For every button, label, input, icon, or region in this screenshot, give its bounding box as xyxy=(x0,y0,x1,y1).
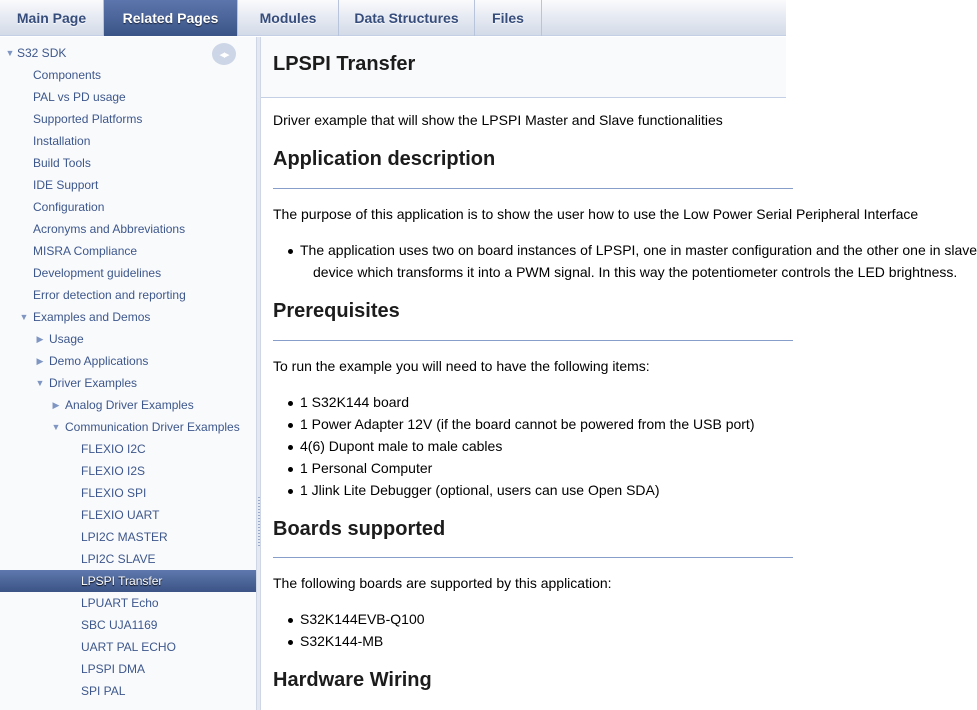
sidebar-item-configuration[interactable] xyxy=(0,196,256,218)
sidebar-item-components[interactable] xyxy=(0,64,256,86)
sidebar-item-label: Development guidelines xyxy=(33,266,162,280)
sidebar-item-misra-compliance[interactable] xyxy=(0,240,256,262)
sidebar-item-label: Installation xyxy=(33,134,91,148)
sidebar-item-label: FLEXIO I2C xyxy=(81,442,146,456)
expanded-arrow-icon[interactable]: ▼ xyxy=(5,48,15,58)
heading-divider xyxy=(273,557,793,558)
sidebar-item-development-guidelines[interactable] xyxy=(0,262,256,284)
sidebar-item-label: Demo Applications xyxy=(49,354,149,368)
list-item: 4(6) Dupont male to male cables xyxy=(300,438,503,454)
tab-related-pages[interactable]: Related Pages xyxy=(104,0,238,36)
sidebar-item-flexio-uart[interactable] xyxy=(0,504,256,526)
sidebar-item-label: Driver Examples xyxy=(49,376,138,390)
heading-divider xyxy=(273,188,793,189)
sidebar-item-communication-driver-examples[interactable] xyxy=(0,416,256,438)
list-item: 1 Jlink Lite Debugger (optional, users can use Open SDA) xyxy=(300,482,660,498)
sidebar-item-label: SBC UJA1169 xyxy=(81,618,158,632)
sidebar-item-uart-pal-echo[interactable] xyxy=(0,636,256,658)
app-description-bullet-continued: device which transforms it into a PWM signal. In this way the potentiometer controls the LED brightness. xyxy=(313,264,958,280)
sidebar-item-label: UART PAL ECHO xyxy=(81,640,176,654)
collapsed-arrow-icon[interactable]: ▶ xyxy=(36,334,44,344)
sidebar-item-label: LPSPI DMA xyxy=(81,662,146,676)
sidebar-item-label: Supported Platforms xyxy=(33,112,143,126)
sidebar-item-label: LPI2C MASTER xyxy=(81,530,168,544)
sidebar-item-lpuart-echo[interactable] xyxy=(0,592,256,614)
sidebar-item-usage[interactable] xyxy=(0,328,256,350)
sidebar-item-label: Analog Driver Examples xyxy=(65,398,194,412)
heading-prerequisites: Prerequisites xyxy=(273,300,400,322)
sync-arrows-icon[interactable]: ◂▸ xyxy=(212,43,236,65)
sidebar-item-label: LPUART Echo xyxy=(81,596,159,610)
sidebar-item-acronyms-and-abbreviations[interactable] xyxy=(0,218,256,240)
collapsed-arrow-icon[interactable]: ▶ xyxy=(52,400,60,410)
sidebar-item-examples-and-demos[interactable] xyxy=(0,306,256,328)
list-item: 1 S32K144 board xyxy=(300,394,409,410)
sidebar-item-label: FLEXIO SPI xyxy=(81,486,147,500)
sidebar-item-pal-vs-pd-usage[interactable] xyxy=(0,86,256,108)
app-description-text: The purpose of this application is to show the user how to use the Low Power Serial Peripheral Interface xyxy=(273,206,919,222)
heading-hardware-wiring: Hardware Wiring xyxy=(273,669,432,691)
sidebar-item-s32-sdk[interactable] xyxy=(0,42,256,64)
heading-divider xyxy=(273,340,793,341)
sidebar-item-build-tools[interactable] xyxy=(0,152,256,174)
expanded-arrow-icon[interactable]: ▼ xyxy=(19,312,29,322)
tab-files[interactable]: Files xyxy=(475,0,542,36)
sidebar-item-lpspi-transfer[interactable] xyxy=(0,570,256,592)
sidebar-item-demo-applications[interactable] xyxy=(0,350,256,372)
app-description-bullet: The application uses two on board instances of LPSPI, one in master configuration and the other one in slave xyxy=(300,242,977,258)
list-item: 1 Personal Computer xyxy=(300,460,433,476)
intro-text: Driver example that will show the LPSPI Master and Slave functionalities xyxy=(273,112,723,128)
list-item: S32K144EVB-Q100 xyxy=(300,611,425,627)
tab-modules[interactable]: Modules xyxy=(238,0,339,36)
sidebar-item-driver-examples[interactable] xyxy=(0,372,256,394)
sidebar-item-label: Communication Driver Examples xyxy=(65,420,240,434)
sidebar-item-flexio-spi[interactable] xyxy=(0,482,256,504)
tab-main-page[interactable]: Main Page xyxy=(0,0,104,36)
sidebar-item-label: Acronyms and Abbreviations xyxy=(33,222,186,236)
sidebar-item-label: S32 SDK xyxy=(17,46,67,60)
expanded-arrow-icon[interactable]: ▼ xyxy=(35,378,45,388)
sidebar-item-label: FLEXIO I2S xyxy=(81,464,146,478)
sidebar-item-label: PAL vs PD usage xyxy=(33,90,126,104)
sidebar-item-label: Usage xyxy=(49,332,84,346)
tab-data-structures[interactable]: Data Structures xyxy=(339,0,475,36)
sidebar-item-ide-support[interactable] xyxy=(0,174,256,196)
list-item: 1 Power Adapter 12V (if the board cannot be powered from the USB port) xyxy=(300,416,755,432)
top-tab-bar xyxy=(0,0,786,36)
sidebar-item-label: FLEXIO UART xyxy=(81,508,160,522)
sidebar-item-label: Build Tools xyxy=(33,156,91,170)
main-content xyxy=(261,37,977,710)
sidebar-item-label: LPI2C SLAVE xyxy=(81,552,156,566)
sidebar-item-sbc-uja1169[interactable] xyxy=(0,614,256,636)
expanded-arrow-icon[interactable]: ▼ xyxy=(51,422,61,432)
sidebar-item-label: MISRA Compliance xyxy=(33,244,138,258)
sidebar-item-label: SPI PAL xyxy=(81,684,126,698)
sidebar-item-flexio-i2c[interactable] xyxy=(0,438,256,460)
sidebar-item-lpspi-dma[interactable] xyxy=(0,658,256,680)
sidebar-item-spi-pal[interactable] xyxy=(0,680,256,702)
page-header xyxy=(261,37,786,98)
sidebar-item-label: Configuration xyxy=(33,200,105,214)
sidebar-item-analog-driver-examples[interactable] xyxy=(0,394,256,416)
heading-boards-supported: Boards supported xyxy=(273,518,446,540)
sidebar-item-supported-platforms[interactable] xyxy=(0,108,256,130)
heading-application-description: Application description xyxy=(273,148,496,170)
sidebar-item-label: Examples and Demos xyxy=(33,310,151,324)
sidebar-item-label: IDE Support xyxy=(33,178,99,192)
prerequisites-text: To run the example you will need to have the following items: xyxy=(273,358,650,374)
page-title: LPSPI Transfer xyxy=(273,53,416,75)
sidebar-item-flexio-i2s[interactable] xyxy=(0,460,256,482)
splitter-grip-icon[interactable] xyxy=(258,497,260,547)
list-item: S32K144-MB xyxy=(300,633,384,649)
navigation-tree xyxy=(0,37,256,710)
sidebar-item-lpi2c-slave[interactable] xyxy=(0,548,256,570)
collapsed-arrow-icon[interactable]: ▶ xyxy=(36,356,44,366)
sidebar-item-installation[interactable] xyxy=(0,130,256,152)
sidebar-item-label: Error detection and reporting xyxy=(33,288,186,302)
sidebar-item-label: Components xyxy=(33,68,102,82)
sidebar-item-lpi2c-master[interactable] xyxy=(0,526,256,548)
boards-text: The following boards are supported by this application: xyxy=(273,575,612,591)
sidebar-item-label: LPSPI Transfer xyxy=(81,574,163,588)
sidebar-item-error-detection-and-reporting[interactable] xyxy=(0,284,256,306)
